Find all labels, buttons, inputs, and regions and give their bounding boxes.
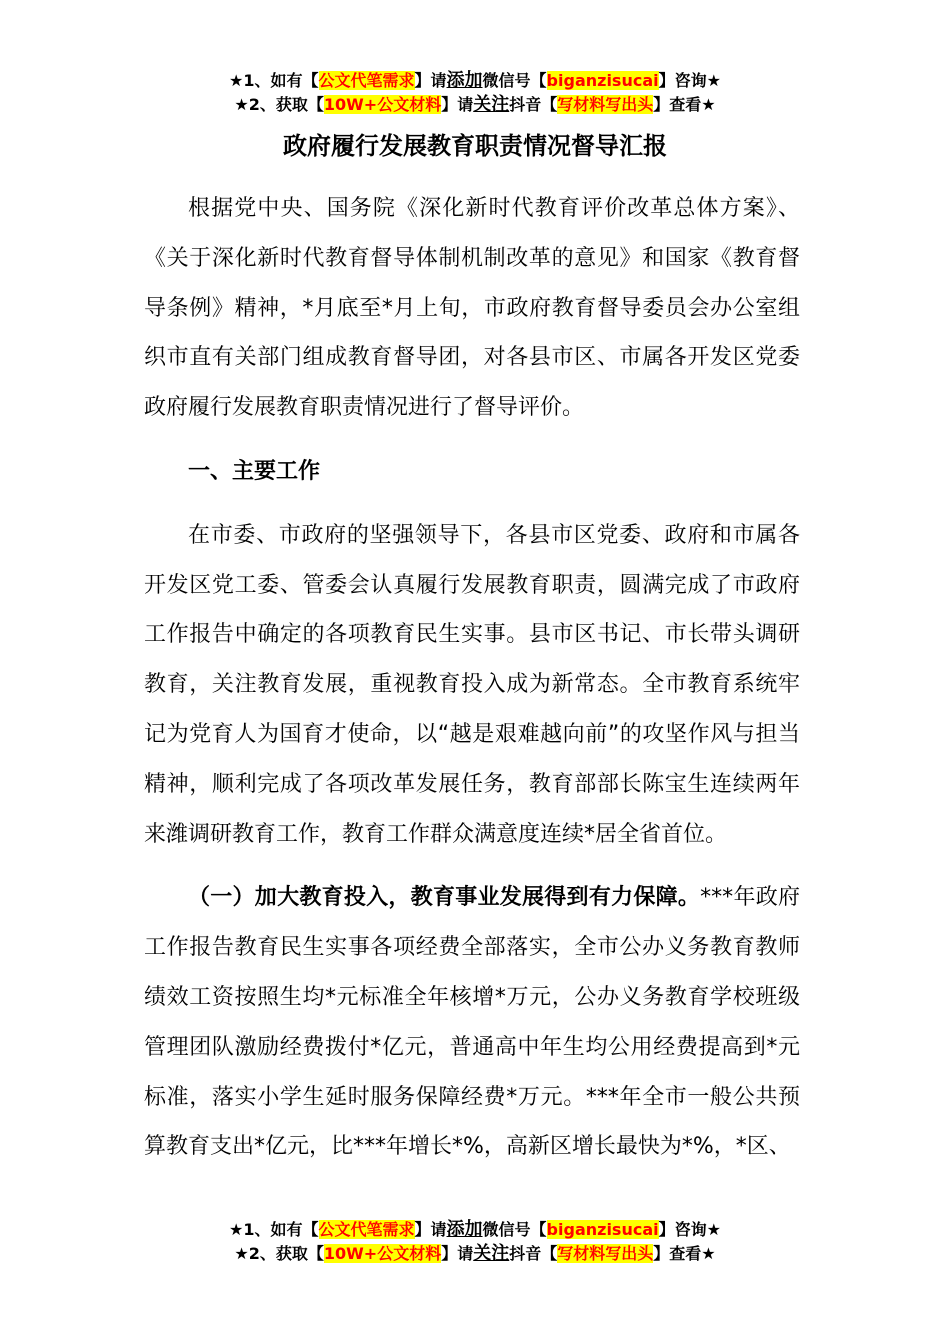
highlight-wechat-id: biganzisucai: [546, 1220, 659, 1239]
highlight-douyin: 写材料写出头: [557, 1244, 654, 1263]
highlight-service: 公文代笔需求: [318, 71, 415, 90]
subsection1-text: ***年政府工作报告教育民生实事各项经费全部落实，全市公办义务教育教师绩效工资按照生均*元标准全年核增*万元，公办义务教育学校班级管理团队激励经费拨付*亿元，普通高中年生均公用经费提高到*元标准，落实小学生延时服务保障经费*万元。***年全市一般公共预算教育支出*亿元，比***年增长*%，高新区增长最快为*%，*区、: [144, 885, 800, 1160]
section-heading-main-work: 一、主要工作: [188, 458, 321, 484]
promo-banner-top: [0, 69, 950, 117]
highlight-douyin: 写材料写出头: [557, 95, 654, 114]
intro-paragraph: 根据党中央、国务院《深化新时代教育评价改革总体方案》、《关于深化新时代教育督导体制机制改革的意见》和国家《教育督导条例》精神，*月底至*月上旬，市政府教育督导委员会办公室组织市直有关部门组成教育督导团，对各县市区、市属各开发区党委政府履行发展教育职责情况进行了督导评价。: [144, 196, 800, 421]
promo-line-2: ★2、获取【10W+公文材料】请关注抖音【写材料写出头】查看★: [234, 1243, 716, 1264]
section1-paragraph: 在市委、市政府的坚强领导下，各县市区党委、政府和市属各开发区党工委、管委会认真履行发展教育职责，圆满完成了市政府工作报告中确定的各项教育民生实事。县市区书记、市长带头调研教育，关注教育发展，重视教育投入成为新常态。全市教育系统牢记为党育人为国育才使命，以“越是艰难越向前”的攻坚作风与担当精神，顺利完成了各项改革发展任务，教育部部长陈宝生连续两年来潍调研教育工作，教育工作群众满意度连续*居全省首位。: [144, 522, 800, 847]
highlight-wechat-id: biganzisucai: [546, 71, 659, 90]
promo-line-1: ★1、如有【公文代笔需求】请添加微信号【biganzisucai】咨询★: [229, 70, 721, 91]
promo-line-2: ★2、获取【10W+公文材料】请关注抖音【写材料写出头】查看★: [234, 94, 716, 115]
document-title: 政府履行发展教育职责情况督导汇报: [283, 132, 667, 160]
promo-line-1: ★1、如有【公文代笔需求】请添加微信号【biganzisucai】咨询★: [229, 1219, 721, 1240]
highlight-materials: 10W+公文材料: [323, 95, 442, 114]
highlight-service: 公文代笔需求: [318, 1220, 415, 1239]
promo-banner-bottom: [0, 1218, 950, 1266]
document-body: [144, 184, 800, 1172]
highlight-materials: 10W+公文材料: [323, 1244, 442, 1263]
subsection1-paragraph: [144, 873, 800, 1172]
subsection1-heading: （一）加大教育投入，教育事业发展得到有力保障。: [188, 885, 701, 911]
